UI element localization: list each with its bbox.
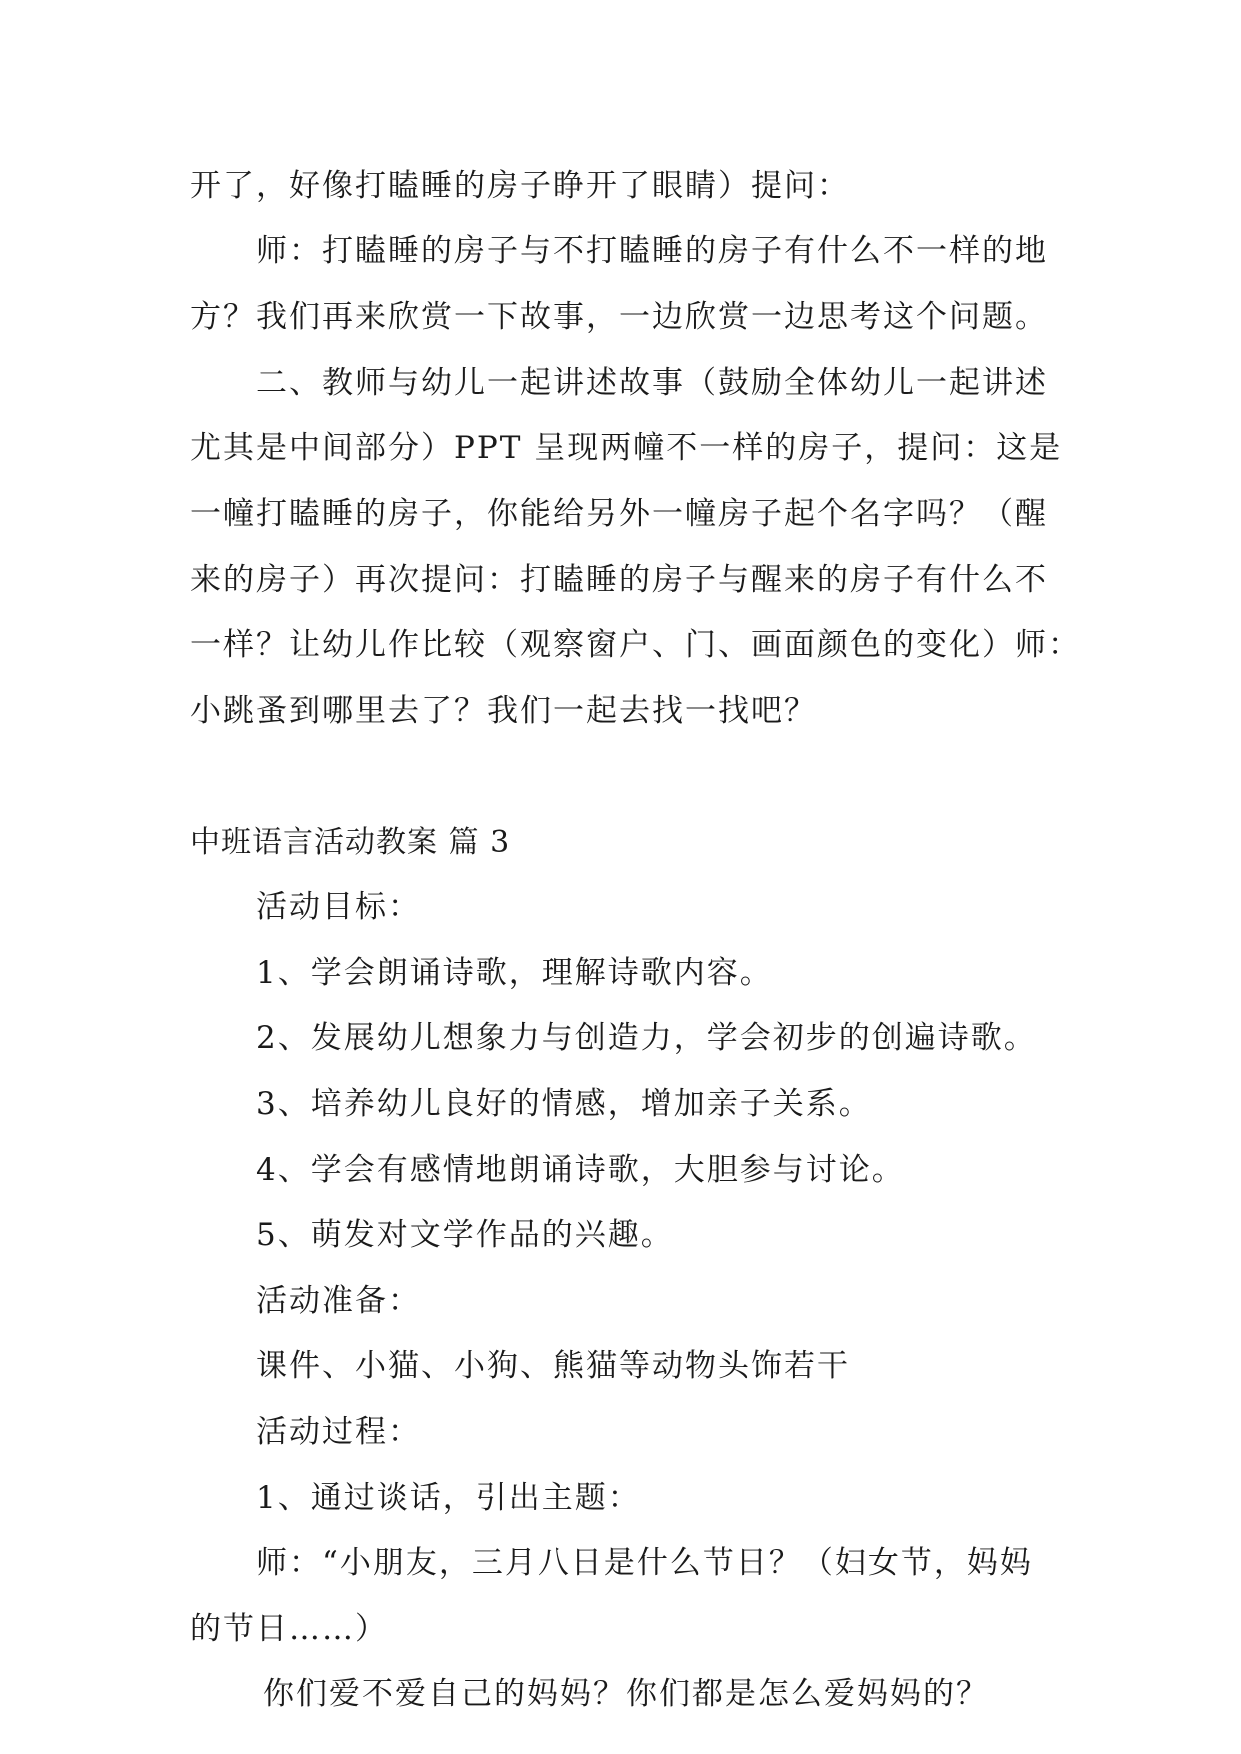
paragraph-line: 二、教师与幼儿一起讲述故事（鼓励全体幼儿一起讲述 <box>256 365 1048 401</box>
paragraph-line: 来的房子）再次提问：打瞌睡的房子与醒来的房子有什么不 <box>190 562 1048 598</box>
paragraph-line: 开了，好像打瞌睡的房子睁开了眼睛）提问： <box>190 168 850 204</box>
prep-label: 活动准备： <box>256 1283 421 1319</box>
section-heading: 中班语言活动教案 篇 3 <box>190 825 511 860</box>
paragraph-line: 一样？让幼儿作比较（观察窗户、门、画面颜色的变化）师： <box>190 627 1081 663</box>
process-step: 1、通过谈话，引出主题： <box>256 1480 641 1516</box>
goal-item: 2、发展幼儿想象力与创造力，学会初步的创遍诗歌。 <box>256 1020 1037 1056</box>
paragraph-line: 方？我们再来欣赏一下故事，一边欣赏一边思考这个问题。 <box>190 299 1048 335</box>
paragraph-line: 师：打瞌睡的房子与不打瞌睡的房子有什么不一样的地 <box>256 233 1048 269</box>
paragraph-line: 师：“小朋友，三月八日是什么节日？（妇女节，妈妈 <box>256 1545 1033 1581</box>
goals-label: 活动目标： <box>256 889 421 925</box>
paragraph-line: 一幢打瞌睡的房子，你能给另外一幢房子起个名字吗？（醒 <box>190 496 1048 532</box>
paragraph-line: 小跳蚤到哪里去了？我们一起去找一找吧？ <box>190 693 817 729</box>
paragraph-line: 尤其是中间部分）PPT 呈现两幢不一样的房子，提问：这是 <box>190 430 1063 466</box>
paragraph-line: 的节日……） <box>190 1611 388 1647</box>
goal-item: 4、学会有感情地朗诵诗歌，大胆参与讨论。 <box>256 1152 905 1188</box>
goal-item: 1、学会朗诵诗歌，理解诗歌内容。 <box>256 955 773 991</box>
goal-item: 5、萌发对文学作品的兴趣。 <box>256 1217 674 1253</box>
paragraph-line: 你们爱不爱自己的妈妈？你们都是怎么爱妈妈的？ <box>263 1676 989 1712</box>
prep-text: 课件、小猫、小狗、熊猫等动物头饰若干 <box>256 1348 850 1384</box>
process-label: 活动过程： <box>256 1414 421 1450</box>
goal-item: 3、培养幼儿良好的情感，增加亲子关系。 <box>256 1086 872 1122</box>
